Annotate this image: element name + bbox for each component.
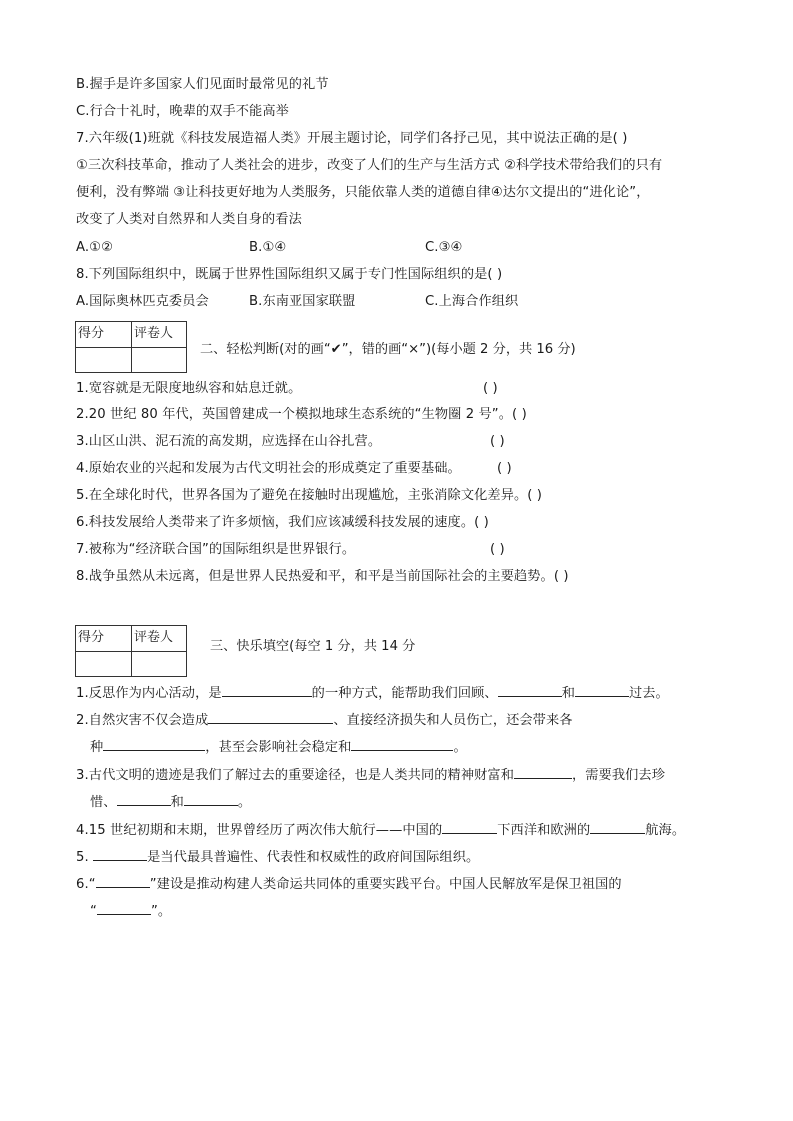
- fill-q6-line-2: “ ”。: [90, 901, 171, 921]
- judge-item-7-paren: ( ): [490, 542, 505, 557]
- q7-statement-line-1: ①三次科技革命，推动了人类社会的进步，改变了人们的生产与生活方式 ②科学技术带给我们的只有: [76, 158, 663, 173]
- fill-q3-line-1: 3.古代文明的遗迹是我们了解过去的重要途径，也是人类共同的精神财富和 ，需要我们去珍: [76, 765, 665, 785]
- fill-blank[interactable]: [514, 765, 572, 779]
- judge-item-4-paren: ( ): [497, 461, 512, 476]
- judge-item-3: 3.山区山洪、泥石流的高发期，应选择在山谷扎营。: [76, 434, 382, 449]
- q7-option-c: C.③④: [425, 240, 463, 255]
- judge-item-8: 8.战争虽然从未远离，但是世界人民热爱和平，和平是当前国际社会的主要趋势。( ): [76, 569, 569, 584]
- q7-stem: 7.六年级(1)班就《科技发展造福人类》开展主题讨论，同学们各抒己见，其中说法正确的是( ): [76, 131, 628, 146]
- q6-option-c: C.行合十礼时，晚辈的双手不能高举: [76, 104, 289, 119]
- q8-option-c: C.上海合作组织: [425, 294, 519, 309]
- fill-blank[interactable]: [222, 683, 312, 697]
- judge-item-4: 4.原始农业的兴起和发展为古代文明社会的形成奠定了重要基础。: [76, 461, 461, 476]
- score-label: 得分: [78, 326, 105, 341]
- score-box-part3: [75, 625, 187, 677]
- fill-blank[interactable]: [575, 683, 629, 697]
- q8-option-b: B.东南亚国家联盟: [249, 294, 356, 309]
- fill-blank[interactable]: [208, 710, 333, 724]
- q7-statement-line-2: 便利，没有弊端 ③让科技更好地为人类服务，只能依靠人类的道德自律④达尔文提出的“进化论”，: [76, 185, 650, 200]
- score-label: 得分: [78, 630, 105, 645]
- fill-blank[interactable]: [442, 820, 497, 834]
- fill-q6-line-1: 6.“ ”建设是推动构建人类命运共同体的重要实践平台。中国人民解放军是保卫祖国的: [76, 874, 622, 894]
- judge-item-6: 6.科技发展给人类带来了许多烦恼，我们应该减缓科技发展的速度。( ): [76, 515, 489, 530]
- fill-q4: 4.15 世纪初期和末期，世界曾经历了两次伟大航行——中国的 下西洋和欧洲的 航海。: [76, 820, 685, 840]
- q8-option-a: A.国际奥林匹克委员会: [76, 294, 209, 309]
- fill-blank[interactable]: [351, 737, 453, 751]
- judge-item-3-paren: ( ): [490, 434, 505, 449]
- fill-blank[interactable]: [590, 820, 645, 834]
- judge-item-2: 2.20 世纪 80 年代，英国曾建成一个模拟地球生态系统的“生物圈 2 号”。( ): [76, 407, 527, 422]
- grader-label: 评卷人: [134, 326, 174, 341]
- q7-option-a: A.①②: [76, 240, 114, 255]
- fill-q1: 1.反思作为内心活动，是 的一种方式，能帮助我们回顾、 和 过去。: [76, 683, 669, 703]
- fill-blank[interactable]: [93, 847, 147, 861]
- q7-statement-line-3: 改变了人类对自然界和人类自身的看法: [76, 212, 302, 227]
- judge-item-7: 7.被称为“经济联合国”的国际组织是世界银行。: [76, 542, 356, 557]
- fill-q3-line-2: 惜、 和 。: [90, 792, 251, 812]
- fill-q2-line-2: 种 ，甚至会影响社会稳定和 。: [90, 737, 467, 757]
- score-box-part2: [75, 321, 187, 373]
- fill-q2-line-1: 2.自然灾害不仅会造成 、直接经济损失和人员伤亡，还会带来各: [76, 710, 573, 730]
- judge-item-1-paren: ( ): [483, 381, 498, 396]
- fill-blank[interactable]: [96, 874, 150, 888]
- fill-q5: 5. 是当代最具普遍性、代表性和权威性的政府间国际组织。: [76, 847, 479, 867]
- judge-item-1: 1.宽容就是无限度地纵容和姑息迁就。: [76, 381, 302, 396]
- grader-label: 评卷人: [134, 630, 174, 645]
- part3-title: 三、快乐填空(每空 1 分，共 14 分: [210, 639, 416, 654]
- judge-item-5: 5.在全球化时代，世界各国为了避免在接触时出现尴尬，主张消除文化差异。( ): [76, 488, 543, 503]
- q8-stem: 8.下列国际组织中，既属于世界性国际组织又属于专门性国际组织的是( ): [76, 267, 503, 282]
- fill-blank[interactable]: [498, 683, 562, 697]
- fill-blank[interactable]: [184, 792, 238, 806]
- fill-blank[interactable]: [103, 737, 205, 751]
- q7-option-b: B.①④: [249, 240, 287, 255]
- part2-title: 二、轻松判断(对的画“✔”，错的画“×”)(每小题 2 分，共 16 分): [200, 342, 576, 357]
- fill-blank[interactable]: [97, 901, 151, 915]
- q6-option-b: B.握手是许多国家人们见面时最常见的礼节: [76, 77, 329, 92]
- fill-blank[interactable]: [117, 792, 171, 806]
